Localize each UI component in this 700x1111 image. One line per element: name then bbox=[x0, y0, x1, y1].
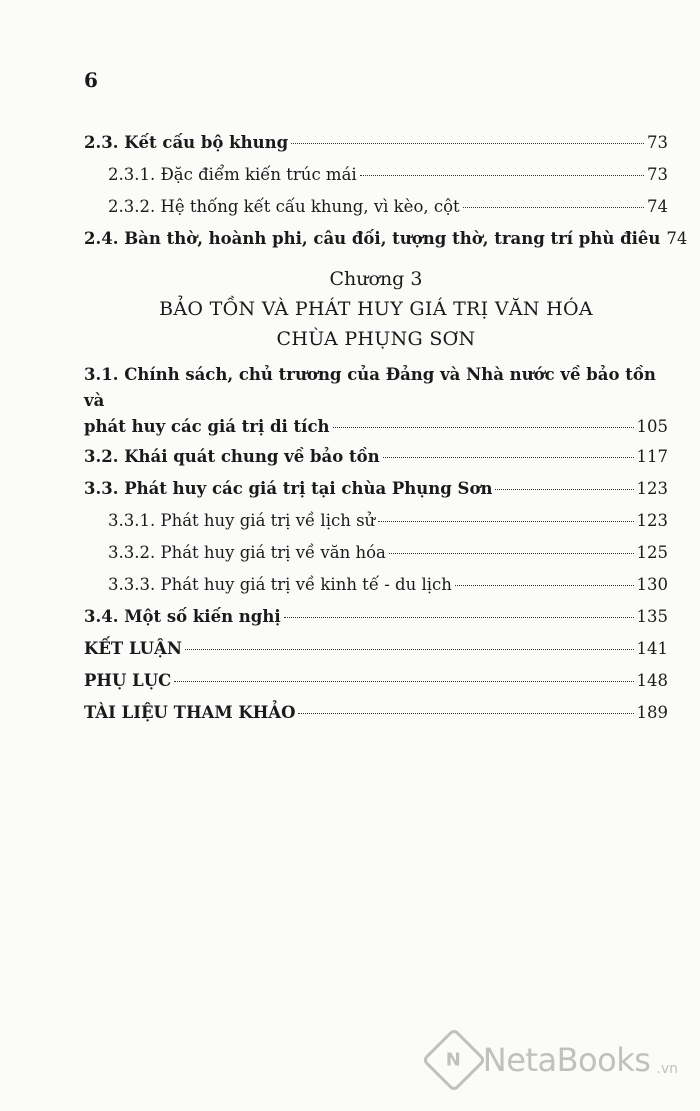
toc-entry-label: KẾT LUẬN bbox=[84, 639, 182, 658]
toc-entry-label-line1: 3.1. Chính sách, chủ trương của Đảng và Nhà nước về bảo tồn và bbox=[84, 365, 656, 410]
netabooks-logo-icon: N bbox=[421, 1027, 486, 1092]
watermark-brand: NetaBooks bbox=[482, 1041, 651, 1079]
toc-entry-page: 105 bbox=[636, 417, 668, 436]
toc-entry-page: 123 bbox=[636, 479, 668, 498]
toc-section-before bbox=[84, 132, 688, 260]
toc-entry-page: 73 bbox=[647, 133, 668, 152]
toc-entry[interactable] bbox=[84, 542, 668, 574]
toc-entry-label: 3.3. Phát huy các giá trị tại chùa Phụng Sơn bbox=[84, 479, 493, 498]
toc-entry[interactable] bbox=[84, 132, 668, 164]
toc-entry-page: 123 bbox=[636, 511, 668, 530]
toc-entry[interactable] bbox=[84, 702, 668, 734]
toc-entry-label: PHỤ LỤC bbox=[84, 671, 172, 690]
dot-leader bbox=[174, 680, 633, 682]
toc-entry-page: 135 bbox=[636, 607, 668, 626]
toc-entry[interactable] bbox=[84, 670, 668, 702]
dot-leader bbox=[185, 648, 634, 650]
toc-entry-page: 148 bbox=[636, 671, 668, 690]
watermark bbox=[431, 1037, 678, 1083]
toc-entry-label: 2.3.1. Đặc điểm kiến trúc mái bbox=[108, 165, 357, 184]
watermark-tld: .vn bbox=[656, 1061, 678, 1077]
dot-leader bbox=[291, 142, 644, 144]
toc-entry-page: 74 bbox=[647, 197, 668, 216]
dot-leader bbox=[333, 426, 634, 428]
chapter-title-line2: CHÙA PHỤNG SƠN bbox=[276, 328, 476, 350]
dot-leader bbox=[284, 616, 634, 618]
dot-leader bbox=[383, 456, 634, 458]
toc-entry[interactable] bbox=[84, 478, 668, 510]
chapter-title-line1: BẢO TỒN VÀ PHÁT HUY GIÁ TRỊ VĂN HÓA bbox=[159, 298, 593, 320]
dot-leader bbox=[455, 584, 634, 586]
toc-section-after bbox=[84, 446, 668, 734]
toc-entry-page: 73 bbox=[647, 165, 668, 184]
toc-entry[interactable] bbox=[84, 510, 668, 542]
toc-entry-label: 2.3.2. Hệ thống kết cấu khung, vì kèo, cột bbox=[108, 197, 460, 216]
dot-leader bbox=[389, 552, 634, 554]
toc-entry[interactable] bbox=[84, 228, 688, 260]
toc-entry-label: 3.2. Khái quát chung về bảo tồn bbox=[84, 447, 380, 466]
chapter-heading bbox=[84, 264, 668, 354]
toc-entry-multiline[interactable] bbox=[84, 362, 668, 440]
toc-entry[interactable] bbox=[84, 164, 668, 196]
toc-entry-label: 3.3.1. Phát huy giá trị về lịch sử bbox=[108, 511, 376, 530]
toc-entry-label-line2: phát huy các giá trị di tích bbox=[84, 417, 330, 436]
toc-entry-label: 2.3. Kết cấu bộ khung bbox=[84, 133, 289, 152]
toc-entry-page: 141 bbox=[636, 639, 668, 658]
toc-entry-page: 125 bbox=[636, 543, 668, 562]
toc-entry[interactable] bbox=[84, 606, 668, 638]
dot-leader bbox=[463, 206, 644, 208]
dot-leader bbox=[495, 488, 633, 490]
toc-entry[interactable] bbox=[84, 446, 668, 478]
toc-entry-label: 3.3.3. Phát huy giá trị về kinh tế - du lịch bbox=[108, 575, 452, 594]
toc-entry-label: 2.4. Bàn thờ, hoành phi, câu đối, tượng thờ, trang trí phù điêu bbox=[84, 229, 661, 248]
toc-entry[interactable] bbox=[84, 638, 668, 670]
toc-entry-page: 130 bbox=[636, 575, 668, 594]
toc-entry[interactable] bbox=[84, 196, 668, 228]
chapter-label: Chương 3 bbox=[329, 268, 423, 290]
toc-entry-page: 189 bbox=[636, 703, 668, 722]
toc-entry[interactable] bbox=[84, 574, 668, 606]
toc-entry-label: TÀI LIỆU THAM KHẢO bbox=[84, 703, 296, 722]
toc-entry-page: 117 bbox=[636, 447, 668, 466]
toc-entry-label: 3.4. Một số kiến nghị bbox=[84, 607, 281, 626]
page-number: 6 bbox=[84, 68, 98, 92]
dot-leader bbox=[360, 174, 644, 176]
toc-entry-label: 3.3.2. Phát huy giá trị về văn hóa bbox=[108, 543, 386, 562]
toc-entry-page: 74 bbox=[666, 229, 688, 248]
table-of-contents bbox=[84, 132, 688, 734]
dot-leader bbox=[378, 520, 633, 522]
dot-leader bbox=[298, 712, 633, 714]
